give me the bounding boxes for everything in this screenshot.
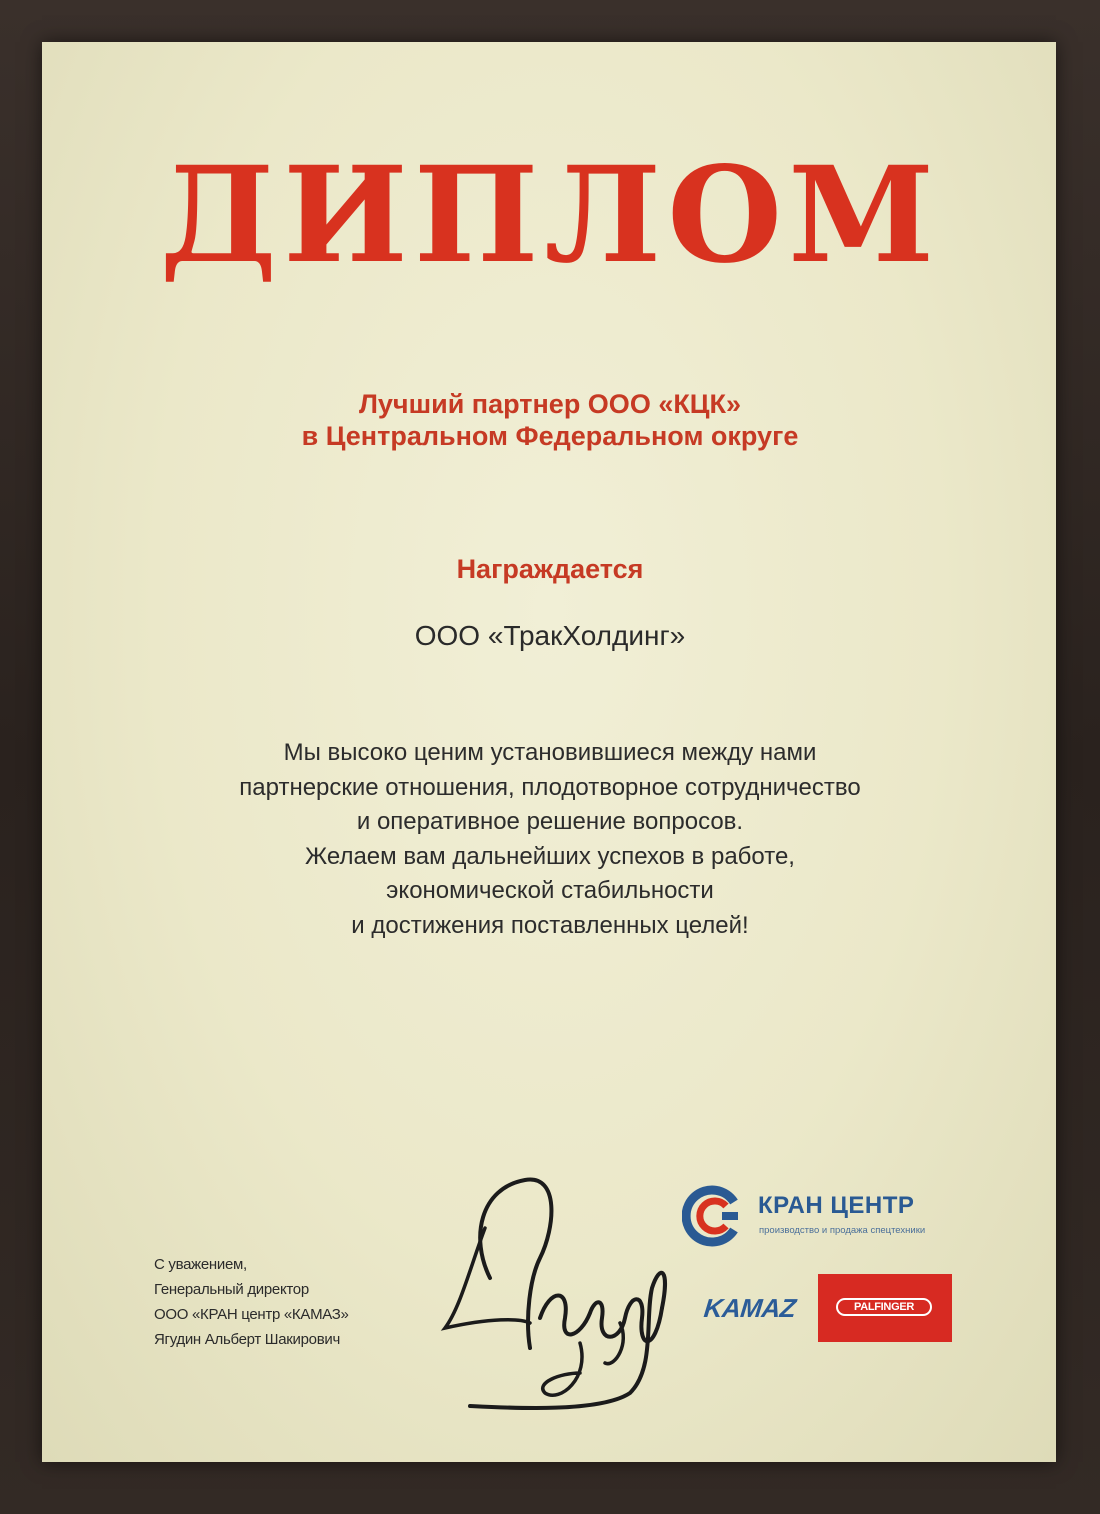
award-category-line-2: в Центральном Федеральном округе: [301, 421, 799, 451]
signoff-block: [154, 1252, 349, 1352]
message-line: экономической стабильности: [386, 877, 714, 904]
kran-center-name: КРАН ЦЕНТР: [758, 1192, 915, 1219]
message-text: [0, 736, 1100, 943]
awarded-label: Награждается: [456, 554, 644, 584]
kran-center-emblem-icon: [682, 1184, 746, 1248]
handwritten-signature: [430, 1168, 690, 1418]
palfinger-wordmark: PALFINGER: [836, 1298, 932, 1316]
diploma-title: ДИПЛОМ: [159, 138, 941, 293]
kran-center-tagline: производство и продажа спецтехники: [759, 1225, 926, 1236]
message-line: Желаем вам дальнейших успехов в работе,: [305, 842, 795, 870]
signoff-greeting: С уважением,: [154, 1256, 247, 1273]
award-category-line-1: Лучший партнер ООО «КЦК»: [358, 389, 742, 419]
kamaz-logo: KAMAZ: [702, 1293, 798, 1323]
award-category: [0, 388, 1100, 452]
recipient-name: ООО «ТракХолдинг»: [414, 620, 686, 651]
signoff-position: Генеральный директор: [154, 1281, 309, 1298]
kran-center-logo: [682, 1180, 962, 1252]
message-line: и оперативное решение вопросов.: [356, 808, 744, 835]
message-line: и достижения поставленных целей!: [351, 911, 749, 939]
message-line: Мы высоко ценим установившиеся между нами: [283, 739, 817, 766]
palfinger-logo: [818, 1274, 952, 1342]
signoff-name: Ягудин Альберт Шакирович: [154, 1331, 340, 1348]
message-line: партнерские отношения, плодотворное сотрудничество: [239, 773, 861, 801]
signoff-company: ООО «КРАН центр «КАМАЗ»: [154, 1306, 349, 1323]
